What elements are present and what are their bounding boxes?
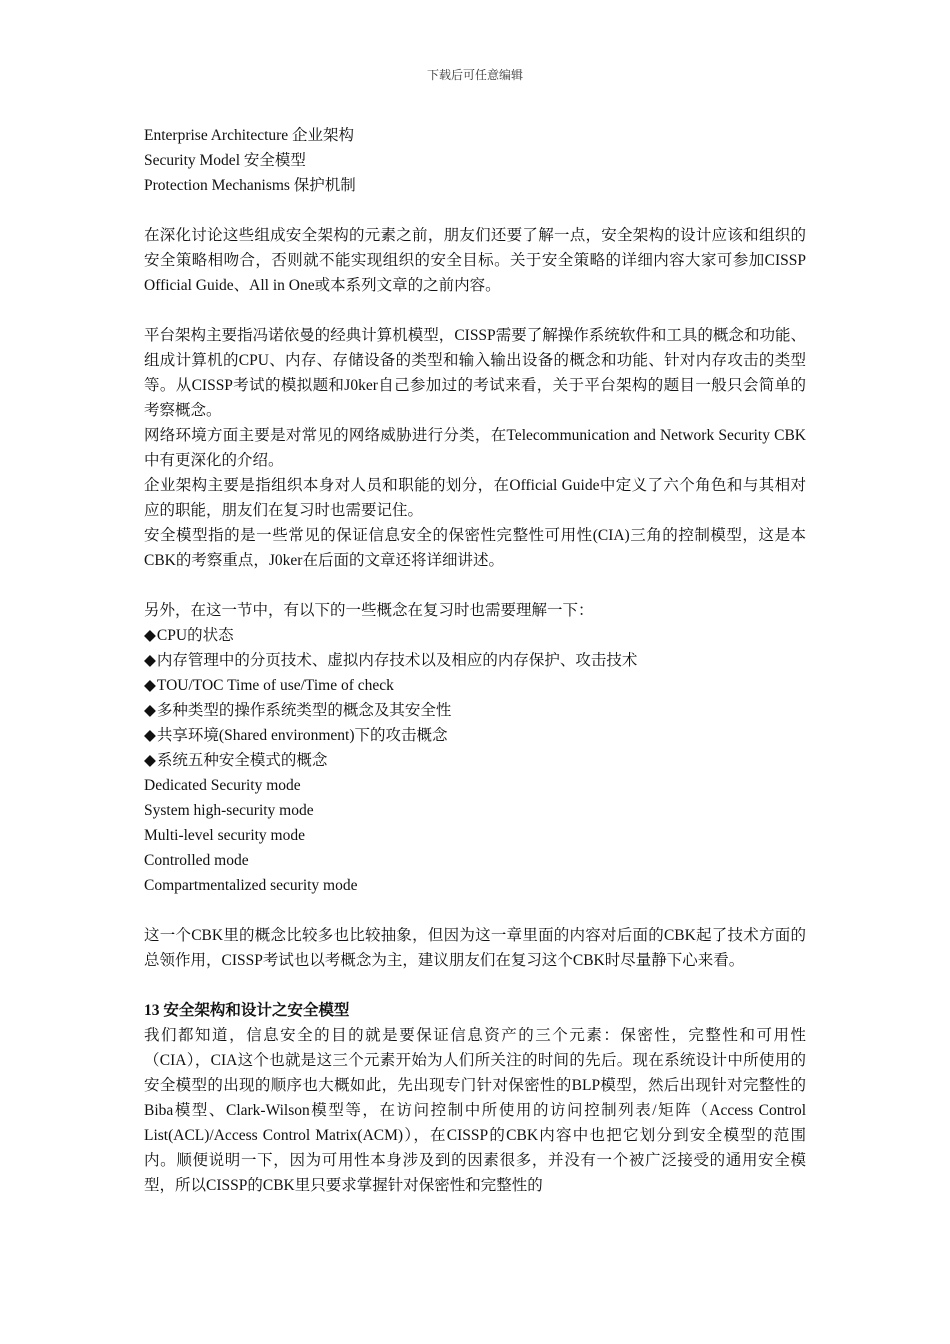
spacer [144, 298, 806, 323]
bullet-item [144, 623, 806, 648]
bullet-text: 多种类型的操作系统类型的概念及其安全性 [156, 702, 452, 719]
bullet-item [144, 698, 806, 723]
paragraph-enterprise: 企业架构主要是指组织本身对人员和职能的划分，在Official Guide中定义了六个角色和与其相对应的职能，朋友们在复习时也需要记住。 [144, 477, 806, 519]
paragraph-summary: 这一个CBK里的概念比较多也比较抽象，但因为这一章里面的内容对后面的CBK起了技术方面的总领作用，CISSP考试也以考概念为主，建议朋友们在复习这个CBK时尽量静下心来看。 [144, 927, 806, 969]
document-body [144, 123, 806, 1198]
bullet-text: 系统五种安全模式的概念 [156, 752, 328, 769]
section-heading: 13 安全架构和设计之安全模型 [144, 1002, 350, 1019]
diamond-bullet-icon: ◆ [144, 752, 156, 769]
mode-item: Controlled mode [144, 852, 249, 869]
intro-line: Protection Mechanisms 保护机制 [144, 177, 356, 194]
mode-item: Compartmentalized security mode [144, 877, 358, 894]
mode-item: System high-security mode [144, 802, 314, 819]
spacer [144, 573, 806, 598]
intro-line: Security Model 安全模型 [144, 152, 306, 169]
mode-item: Dedicated Security mode [144, 777, 301, 794]
paragraph-network: 网络环境方面主要是对常见的网络威胁进行分类，在Telecommunication and Network Security CBK中有更深化的介绍。 [144, 427, 806, 469]
page-header: 下载后可任意编辑 [426, 68, 523, 82]
diamond-bullet-icon: ◆ [144, 702, 156, 719]
bullet-item [144, 748, 806, 773]
paragraph-model: 安全模型指的是一些常见的保证信息安全的保密性完整性可用性(CIA)三角的控制模型，这是本CBK的考察重点，J0ker在后面的文章还将详细讲述。 [144, 527, 806, 569]
bullet-item [144, 673, 806, 698]
spacer [144, 898, 806, 923]
paragraph-strategy: 在深化讨论这些组成安全架构的元素之前，朋友们还要了解一点，安全架构的设计应该和组织的安全策略相吻合，否则就不能实现组织的安全目标。关于安全策略的详细内容大家可参加CISSP Official Guide、All in One或本系列文章的之前内容。 [144, 227, 806, 294]
bullet-item [144, 723, 806, 748]
diamond-bullet-icon: ◆ [144, 727, 156, 744]
bullet-item [144, 648, 806, 673]
diamond-bullet-icon: ◆ [144, 652, 156, 669]
diamond-bullet-icon: ◆ [144, 677, 156, 694]
intro-line: Enterprise Architecture 企业架构 [144, 127, 355, 144]
paragraph-platform: 平台架构主要指冯诺依曼的经典计算机模型，CISSP需要了解操作系统软件和工具的概念和功能、组成计算机的CPU、内存、存储设备的类型和输入输出设备的概念和功能、针对内存攻击的类型等。从CISSP考试的模拟题和J0ker自己参加过的考试来看，关于平台架构的题目一般只会简单的考察概念。 [144, 327, 806, 419]
bullet-text: 内存管理中的分页技术、虚拟内存技术以及相应的内存保护、攻击技术 [156, 652, 638, 669]
bullet-text: CPU的状态 [156, 627, 234, 644]
spacer [144, 198, 806, 223]
diamond-bullet-icon: ◆ [144, 627, 156, 644]
spacer [144, 973, 806, 998]
bullet-text: TOU/TOC Time of use/Time of check [156, 677, 394, 694]
bullet-text: 共享环境(Shared environment)下的攻击概念 [156, 727, 448, 744]
concepts-intro: 另外，在这一节中，有以下的一些概念在复习时也需要理解一下： [144, 602, 594, 619]
mode-item: Multi-level security mode [144, 827, 305, 844]
paragraph-section: 我们都知道，信息安全的目的就是要保证信息资产的三个元素：保密性，完整性和可用性（CIA），CIA这个也就是这三个元素开始为人们所关注的时间的先后。现在系统设计中所使用的安全模型的出现的顺序也大概如此，先出现专门针对保密性的BLP模型，然后出现针对完整性的Biba模型、Clark-Wilson模型等，在访问控制中所使用的访问控制列表/矩阵（Access Control List(ACL)/Access Control Matrix(ACM)），在CISSP的CBK内容中也把它划分到安全模型的范围内。顺便说明一下，因为可用性本身涉及到的因素很多，并没有一个被广泛接受的通用安全模型，所以CISSP的CBK里只要求掌握针对保密性和完整性的 [144, 1027, 806, 1194]
